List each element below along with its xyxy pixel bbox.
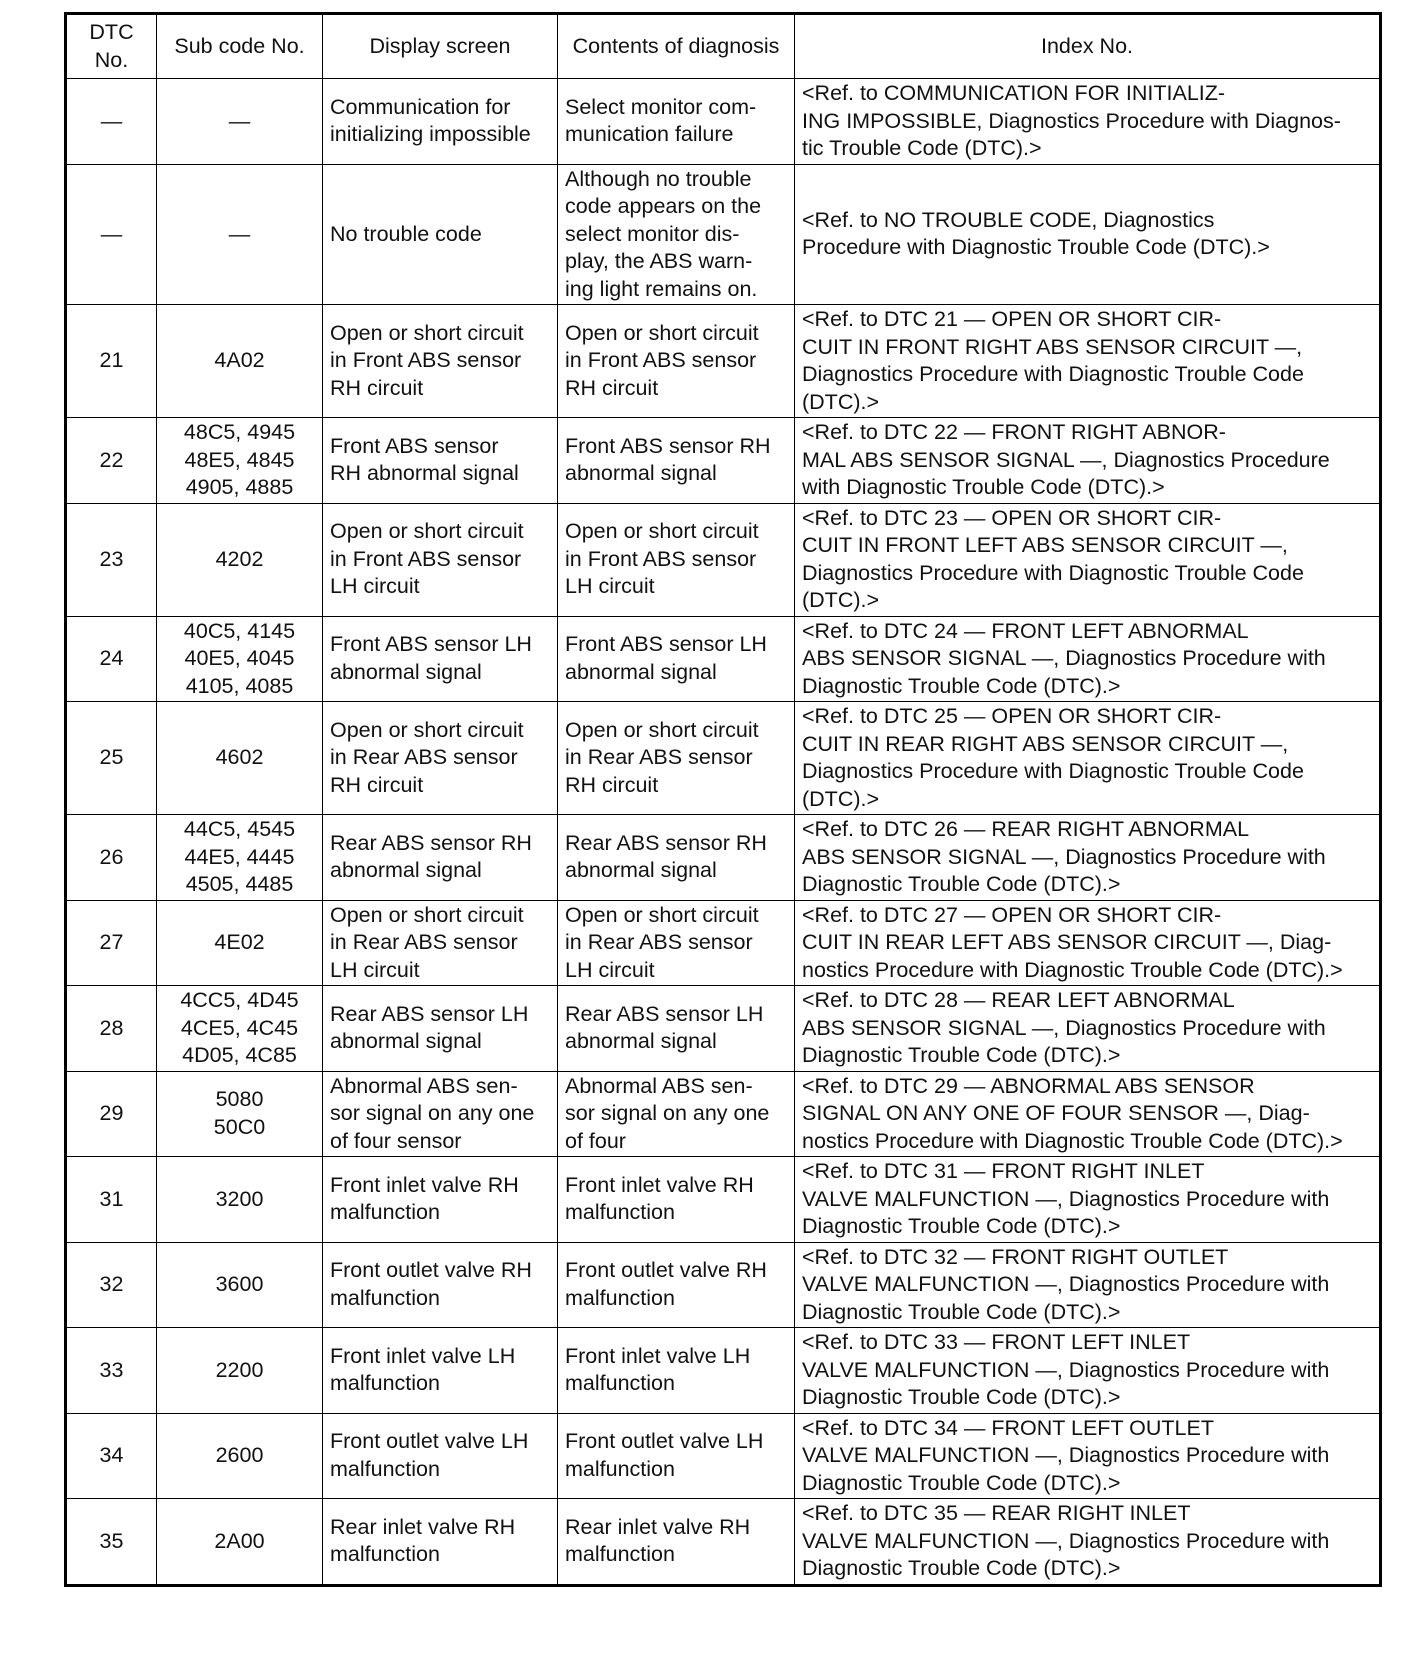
- index-no-cell: <Ref. to DTC 32 — FRONT RIGHT OUTLET VALVE MALFUNCTION —, Diagnostics Procedure with Diagnostic Trouble Code (DTC).>: [795, 1242, 1381, 1328]
- display-screen-cell: Communication for initializing impossible: [323, 79, 558, 165]
- contents-of-diagnosis-cell: Abnormal ABS sen- sor signal on any one of four: [558, 1071, 795, 1157]
- index-no-cell: <Ref. to DTC 26 — REAR RIGHT ABNORMAL ABS SENSOR SIGNAL —, Diagnostics Procedure with Diagnostic Trouble Code (DTC).>: [795, 815, 1381, 901]
- header-index-no: Index No.: [795, 14, 1381, 79]
- display-screen-cell: Rear inlet valve RH malfunction: [323, 1499, 558, 1586]
- index-no-cell: <Ref. to NO TROUBLE CODE, Diagnostics Procedure with Diagnostic Trouble Code (DTC).>: [795, 164, 1381, 305]
- sub-code-cell: 5080 50C0: [157, 1071, 323, 1157]
- contents-of-diagnosis-cell: Open or short circuit in Rear ABS sensor RH circuit: [558, 702, 795, 815]
- display-screen-cell: Front ABS sensor LH abnormal signal: [323, 616, 558, 702]
- table-row: [66, 164, 1381, 305]
- sub-code-cell: 2200: [157, 1328, 323, 1414]
- contents-of-diagnosis-cell: Rear ABS sensor LH abnormal signal: [558, 986, 795, 1072]
- contents-of-diagnosis-cell: Open or short circuit in Front ABS sensor RH circuit: [558, 305, 795, 418]
- dtc-no-cell: 35: [66, 1499, 157, 1586]
- dtc-table: [64, 12, 1382, 1587]
- sub-code-cell: 4A02: [157, 305, 323, 418]
- dtc-no-cell: 31: [66, 1157, 157, 1243]
- table-row: [66, 986, 1381, 1072]
- table-row: [66, 79, 1381, 165]
- sub-code-cell: 48C5, 4945 48E5, 4845 4905, 4885: [157, 418, 323, 504]
- display-screen-cell: Front ABS sensor RH abnormal signal: [323, 418, 558, 504]
- sub-code-cell: 4202: [157, 503, 323, 616]
- display-screen-cell: Front inlet valve RH malfunction: [323, 1157, 558, 1243]
- table-header: [66, 14, 1381, 79]
- sub-code-cell: 4602: [157, 702, 323, 815]
- display-screen-cell: Open or short circuit in Rear ABS sensor RH circuit: [323, 702, 558, 815]
- table-row: [66, 900, 1381, 986]
- dtc-no-cell: —: [66, 164, 157, 305]
- contents-of-diagnosis-cell: Front ABS sensor LH abnormal signal: [558, 616, 795, 702]
- table-row: [66, 1157, 1381, 1243]
- sub-code-cell: 3600: [157, 1242, 323, 1328]
- dtc-no-cell: 27: [66, 900, 157, 986]
- index-no-cell: <Ref. to DTC 35 — REAR RIGHT INLET VALVE MALFUNCTION —, Diagnostics Procedure with Diagnostic Trouble Code (DTC).>: [795, 1499, 1381, 1586]
- contents-of-diagnosis-cell: Front inlet valve LH malfunction: [558, 1328, 795, 1414]
- display-screen-cell: Open or short circuit in Front ABS sensor RH circuit: [323, 305, 558, 418]
- contents-of-diagnosis-cell: Select monitor com- munication failure: [558, 79, 795, 165]
- dtc-no-cell: 26: [66, 815, 157, 901]
- contents-of-diagnosis-cell: Front inlet valve RH malfunction: [558, 1157, 795, 1243]
- display-screen-cell: No trouble code: [323, 164, 558, 305]
- index-no-cell: <Ref. to DTC 22 — FRONT RIGHT ABNOR- MAL ABS SENSOR SIGNAL —, Diagnostics Procedure with Diagnostic Trouble Code (DTC).>: [795, 418, 1381, 504]
- sub-code-cell: 40C5, 4145 40E5, 4045 4105, 4085: [157, 616, 323, 702]
- header-row: [66, 14, 1381, 79]
- table-row: [66, 1328, 1381, 1414]
- contents-of-diagnosis-cell: Open or short circuit in Rear ABS sensor LH circuit: [558, 900, 795, 986]
- dtc-no-cell: 33: [66, 1328, 157, 1414]
- header-sub-code-no: Sub code No.: [157, 14, 323, 79]
- table-body: [66, 79, 1381, 1586]
- contents-of-diagnosis-cell: Front outlet valve LH malfunction: [558, 1413, 795, 1499]
- index-no-cell: <Ref. to DTC 34 — FRONT LEFT OUTLET VALVE MALFUNCTION —, Diagnostics Procedure with Diagnostic Trouble Code (DTC).>: [795, 1413, 1381, 1499]
- contents-of-diagnosis-cell: Rear ABS sensor RH abnormal signal: [558, 815, 795, 901]
- display-screen-cell: Open or short circuit in Rear ABS sensor LH circuit: [323, 900, 558, 986]
- table-row: [66, 503, 1381, 616]
- sub-code-cell: 2600: [157, 1413, 323, 1499]
- dtc-no-cell: 29: [66, 1071, 157, 1157]
- display-screen-cell: Open or short circuit in Front ABS sensor LH circuit: [323, 503, 558, 616]
- sub-code-cell: 3200: [157, 1157, 323, 1243]
- dtc-no-cell: 23: [66, 503, 157, 616]
- index-no-cell: <Ref. to DTC 33 — FRONT LEFT INLET VALVE MALFUNCTION —, Diagnostics Procedure with Diagnostic Trouble Code (DTC).>: [795, 1328, 1381, 1414]
- index-no-cell: <Ref. to DTC 23 — OPEN OR SHORT CIR- CUIT IN FRONT LEFT ABS SENSOR CIRCUIT —, Diagnostics Procedure with Diagnostic Trouble Code (DTC).>: [795, 503, 1381, 616]
- index-no-cell: <Ref. to DTC 28 — REAR LEFT ABNORMAL ABS SENSOR SIGNAL —, Diagnostics Procedure with Diagnostic Trouble Code (DTC).>: [795, 986, 1381, 1072]
- display-screen-cell: Front inlet valve LH malfunction: [323, 1328, 558, 1414]
- dtc-no-cell: 21: [66, 305, 157, 418]
- display-screen-cell: Front outlet valve RH malfunction: [323, 1242, 558, 1328]
- header-dtc-no: DTC No.: [66, 14, 157, 79]
- table-row: [66, 702, 1381, 815]
- sub-code-cell: 44C5, 4545 44E5, 4445 4505, 4485: [157, 815, 323, 901]
- sub-code-cell: —: [157, 164, 323, 305]
- contents-of-diagnosis-cell: Open or short circuit in Front ABS sensor LH circuit: [558, 503, 795, 616]
- dtc-no-cell: 28: [66, 986, 157, 1072]
- index-no-cell: <Ref. to DTC 31 — FRONT RIGHT INLET VALVE MALFUNCTION —, Diagnostics Procedure with Diagnostic Trouble Code (DTC).>: [795, 1157, 1381, 1243]
- header-contents-of-diagnosis: Contents of diagnosis: [558, 14, 795, 79]
- table-row: [66, 1242, 1381, 1328]
- display-screen-cell: Rear ABS sensor RH abnormal signal: [323, 815, 558, 901]
- header-display-screen: Display screen: [323, 14, 558, 79]
- index-no-cell: <Ref. to DTC 21 — OPEN OR SHORT CIR- CUIT IN FRONT RIGHT ABS SENSOR CIRCUIT —, Diagnostics Procedure with Diagnostic Trouble Code (DTC).>: [795, 305, 1381, 418]
- dtc-no-cell: 25: [66, 702, 157, 815]
- index-no-cell: <Ref. to COMMUNICATION FOR INITIALIZ- ING IMPOSSIBLE, Diagnostics Procedure with Diagnos- tic Trouble Code (DTC).>: [795, 79, 1381, 165]
- sub-code-cell: 4CC5, 4D45 4CE5, 4C45 4D05, 4C85: [157, 986, 323, 1072]
- dtc-no-cell: —: [66, 79, 157, 165]
- sub-code-cell: 4E02: [157, 900, 323, 986]
- dtc-no-cell: 22: [66, 418, 157, 504]
- table-row: [66, 1071, 1381, 1157]
- contents-of-diagnosis-cell: Front outlet valve RH malfunction: [558, 1242, 795, 1328]
- display-screen-cell: Rear ABS sensor LH abnormal signal: [323, 986, 558, 1072]
- table-row: [66, 616, 1381, 702]
- display-screen-cell: Front outlet valve LH malfunction: [323, 1413, 558, 1499]
- table-row: [66, 1499, 1381, 1586]
- contents-of-diagnosis-cell: Front ABS sensor RH abnormal signal: [558, 418, 795, 504]
- index-no-cell: <Ref. to DTC 25 — OPEN OR SHORT CIR- CUIT IN REAR RIGHT ABS SENSOR CIRCUIT —, Diagnostics Procedure with Diagnostic Trouble Code (DTC).>: [795, 702, 1381, 815]
- index-no-cell: <Ref. to DTC 29 — ABNORMAL ABS SENSOR SIGNAL ON ANY ONE OF FOUR SENSOR —, Diag- nostics Procedure with Diagnostic Trouble Code (DTC).>: [795, 1071, 1381, 1157]
- index-no-cell: <Ref. to DTC 27 — OPEN OR SHORT CIR- CUIT IN REAR LEFT ABS SENSOR CIRCUIT —, Diag- nostics Procedure with Diagnostic Trouble Code (DTC).>: [795, 900, 1381, 986]
- table-row: [66, 1413, 1381, 1499]
- table-row: [66, 418, 1381, 504]
- dtc-no-cell: 34: [66, 1413, 157, 1499]
- dtc-no-cell: 24: [66, 616, 157, 702]
- index-no-cell: <Ref. to DTC 24 — FRONT LEFT ABNORMAL ABS SENSOR SIGNAL —, Diagnostics Procedure with Diagnostic Trouble Code (DTC).>: [795, 616, 1381, 702]
- contents-of-diagnosis-cell: Although no trouble code appears on the select monitor dis- play, the ABS warn- ing light remains on.: [558, 164, 795, 305]
- display-screen-cell: Abnormal ABS sen- sor signal on any one of four sensor: [323, 1071, 558, 1157]
- dtc-no-cell: 32: [66, 1242, 157, 1328]
- table-row: [66, 305, 1381, 418]
- sub-code-cell: —: [157, 79, 323, 165]
- sub-code-cell: 2A00: [157, 1499, 323, 1586]
- contents-of-diagnosis-cell: Rear inlet valve RH malfunction: [558, 1499, 795, 1586]
- table-row: [66, 815, 1381, 901]
